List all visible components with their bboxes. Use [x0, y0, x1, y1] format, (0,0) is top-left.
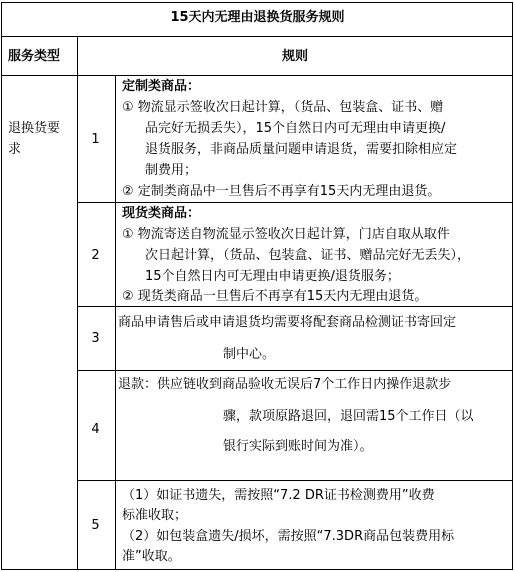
service-type-label: 退换货要: [8, 121, 61, 136]
rule-text: ② 现货类商品一旦售后不再享有15天内无理由退货。: [122, 289, 428, 304]
rule-text: ① 物流寄送自物流显示签收次日起计算，门店自取从取件: [122, 227, 450, 242]
rule-text: 标准收取；: [122, 508, 188, 523]
rule-text: 品完好无损丢失），15个自然日内可无理由申请更换/: [145, 121, 446, 136]
divider: [115, 75, 116, 569]
rule-text: 15个自然日内可无理由申请更换/退货服务；: [145, 269, 400, 284]
rule-text: 骤，款项原路退回，退回需15个工作日（以: [223, 409, 474, 424]
rule-text: 制费用；: [145, 163, 198, 178]
row-number: 2: [91, 248, 100, 263]
row-number: 4: [91, 422, 100, 437]
divider: [77, 36, 78, 569]
rule-text: 退货服务，非商品质量问题申请退货，需要扣除相应定: [145, 142, 458, 157]
row-number: 3: [91, 331, 100, 346]
divider: [77, 370, 512, 371]
rule-text: 制中心。: [223, 347, 276, 362]
rule-text: 商品申请售后或申请退货均需要将配套商品检测证书寄回定: [118, 315, 457, 330]
rule-heading: 定制类商品：: [122, 79, 201, 94]
rule-text: 银行实际到账时间为准）。: [223, 439, 373, 454]
rule-text: ② 定制类商品中一旦售后不再享有15天内无理由退货。: [122, 184, 441, 199]
column-header-rule: 规则: [281, 49, 308, 64]
rule-text: 准”收取。: [122, 549, 181, 564]
rule-text: 退款：供应链收到商品验收无误后7个工作日内操作退款步: [118, 377, 452, 392]
rule-text: （2）如包装盒遗失/损坏，需按照“7.3DR商品包装费用标: [122, 529, 455, 544]
row-number: 5: [91, 518, 100, 533]
divider: [2, 75, 512, 76]
rule-text: （1）如证书遗失，需按照“7.2 DR证书检测费用”收费: [122, 488, 435, 503]
page-title: 15天内无理由退换货服务规则: [170, 10, 345, 25]
rule-text: 次日起计算，（货品、包装盒、证书、赠品完好无丢失），: [145, 248, 471, 263]
divider: [2, 36, 512, 37]
service-type-label: 求: [8, 142, 22, 157]
rule-text: ① 物流显示签收次日起计算，（货品、包装盒、证书、赠: [122, 100, 444, 115]
row-number: 1: [91, 132, 100, 147]
column-header-type: 服务类型: [8, 49, 61, 64]
divider: [77, 480, 512, 481]
rule-heading: 现货类商品：: [122, 206, 201, 221]
